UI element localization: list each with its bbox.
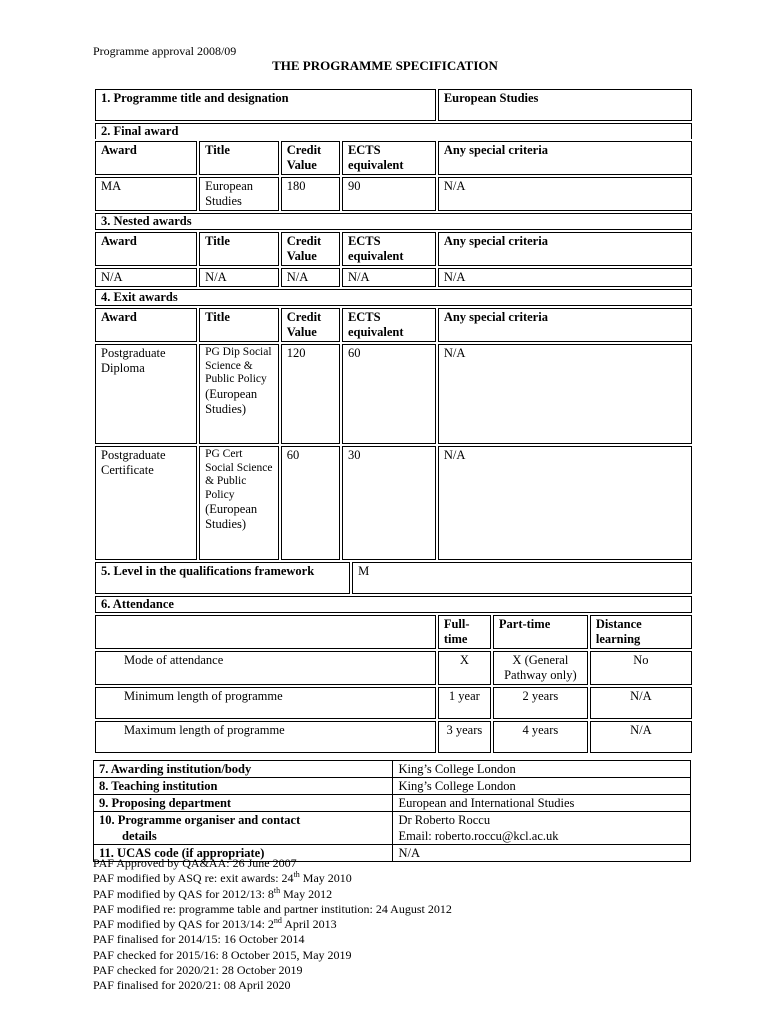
col-ects: ECTS equivalent [342,308,436,342]
credit-cell: N/A [281,268,340,287]
section-2-label: 2. Final award [95,123,692,139]
revision-notes [93,856,452,994]
document-title: THE PROGRAMME SPECIFICATION [272,58,498,73]
title-cell [199,446,279,560]
col-credit: Credit Value [281,308,340,342]
distance-cell: N/A [590,687,692,719]
criteria-cell: N/A [438,446,692,560]
info-value: King’s College London [393,778,691,795]
col-credit: Credit Value [281,141,340,175]
level-value: M [352,562,692,594]
criteria-cell: N/A [438,344,692,444]
attendance-blank-cell [95,615,436,649]
title-tail-text: (European Studies) [205,502,258,531]
attendance-header-row [95,615,692,649]
nested-awards-header-row [95,232,692,266]
info-label: details [94,828,393,845]
revision-note: PAF modified re: programme table and partner institution: 24 August 2012 [93,901,452,916]
section-1-row [95,89,692,121]
info-label: 10. Programme organiser and contact [94,812,393,829]
credit-cell: 120 [281,344,340,444]
exit-awards-header-row [95,308,692,342]
info-value: Dr Roberto Roccu [393,812,691,829]
col-title: Title [199,141,279,175]
credit-cell: 60 [281,446,340,560]
exit-award-row [95,344,692,444]
full-time-cell: X [438,651,491,685]
attendance-row [95,721,692,753]
institution-info-table [93,760,691,862]
section-6-label: 6. Attendance [95,596,692,613]
info-value: King’s College London [393,761,691,778]
revision-note: PAF modified by QAS for 2013/14: 2nd April 2013 [93,916,337,932]
col-criteria: Any special criteria [438,141,692,175]
part-time-cell: 2 years [493,687,588,719]
info-label: 9. Proposing department [94,795,393,812]
ects-cell: 90 [342,177,436,211]
approval-header: Programme approval 2008/09 [93,44,237,58]
part-time-cell: X (General Pathway only) [493,651,588,685]
attendance-label: Mode of attendance [95,651,436,685]
award-cell: MA [95,177,197,211]
col-part-time: Part-time [493,615,588,649]
distance-cell: N/A [590,721,692,753]
col-ects: ECTS equivalent [342,141,436,175]
criteria-cell: N/A [438,268,692,287]
programme-title-value: European Studies [438,89,692,121]
attendance-label: Maximum length of programme [95,721,436,753]
info-row [94,778,691,795]
full-time-cell: 3 years [438,721,491,753]
col-criteria: Any special criteria [438,308,692,342]
info-value: Email: roberto.roccu@kcl.ac.uk [393,828,691,845]
revision-note: PAF modified by QAS for 2012/13: 8th May 2012 [93,885,333,901]
attendance-row [95,687,692,719]
award-cell: Postgraduate Certificate [95,446,197,560]
info-row [94,812,691,829]
info-row [94,828,691,845]
attendance-row [95,651,692,685]
revision-note: PAF modified by ASQ re: exit awards: 24th May 2010 [93,870,352,886]
info-label: 11. UCAS code (if appropriate) [94,845,393,862]
title-cell: N/A [199,268,279,287]
title-small-text: PG Cert Social Science & Public Policy [205,448,273,501]
revision-note: PAF checked for 2015/16: 8 October 2015, May 2019 [93,947,352,962]
final-award-row [95,177,692,211]
info-value: European and International Studies [393,795,691,812]
col-title: Title [199,308,279,342]
section-1-label: 1. Programme title and designation [95,89,436,121]
revision-note: PAF checked for 2020/21: 28 October 2019 [93,963,303,978]
info-row [94,795,691,812]
title-small-text: PG Dip Social Science & Public Policy [205,346,272,385]
section-3-label: 3. Nested awards [95,213,692,230]
col-distance: Distance learning [590,615,692,649]
title-tail-text: (European Studies) [205,386,258,416]
col-award: Award [95,308,197,342]
distance-cell: No [590,651,692,685]
section-5-label: 5. Level in the qualifications framework [95,562,350,594]
section-4-label: 4. Exit awards [95,289,692,306]
programme-spec-table [93,87,694,755]
col-ects: ECTS equivalent [342,232,436,266]
col-award: Award [95,232,197,266]
exit-award-row [95,446,692,560]
col-award: Award [95,141,197,175]
credit-cell: 180 [281,177,340,211]
section-5-row [95,562,692,594]
revision-note: PAF finalised for 2020/21: 08 April 2020 [93,978,291,993]
part-time-cell: 4 years [493,721,588,753]
ects-cell: 30 [342,446,436,560]
award-cell: Postgraduate Diploma [95,344,197,444]
criteria-cell: N/A [438,177,692,211]
info-label: 8. Teaching institution [94,778,393,795]
col-full-time: Full-time [438,615,491,649]
info-row [94,761,691,778]
award-cell: N/A [95,268,197,287]
ects-cell: 60 [342,344,436,444]
nested-awards-row [95,268,692,287]
full-time-cell: 1 year [438,687,491,719]
col-criteria: Any special criteria [438,232,692,266]
col-title: Title [199,232,279,266]
info-label: 7. Awarding institution/body [94,761,393,778]
ects-cell: N/A [342,268,436,287]
revision-note: PAF finalised for 2014/15: 16 October 2014 [93,932,305,947]
col-credit: Credit Value [281,232,340,266]
title-cell [199,344,279,444]
revision-note: PAF Approved by QA&AA: 26 June 2007 [93,856,297,870]
final-award-header-row [95,141,692,175]
title-cell: European Studies [199,177,279,211]
attendance-label: Minimum length of programme [95,687,436,719]
info-value: N/A [393,845,691,862]
